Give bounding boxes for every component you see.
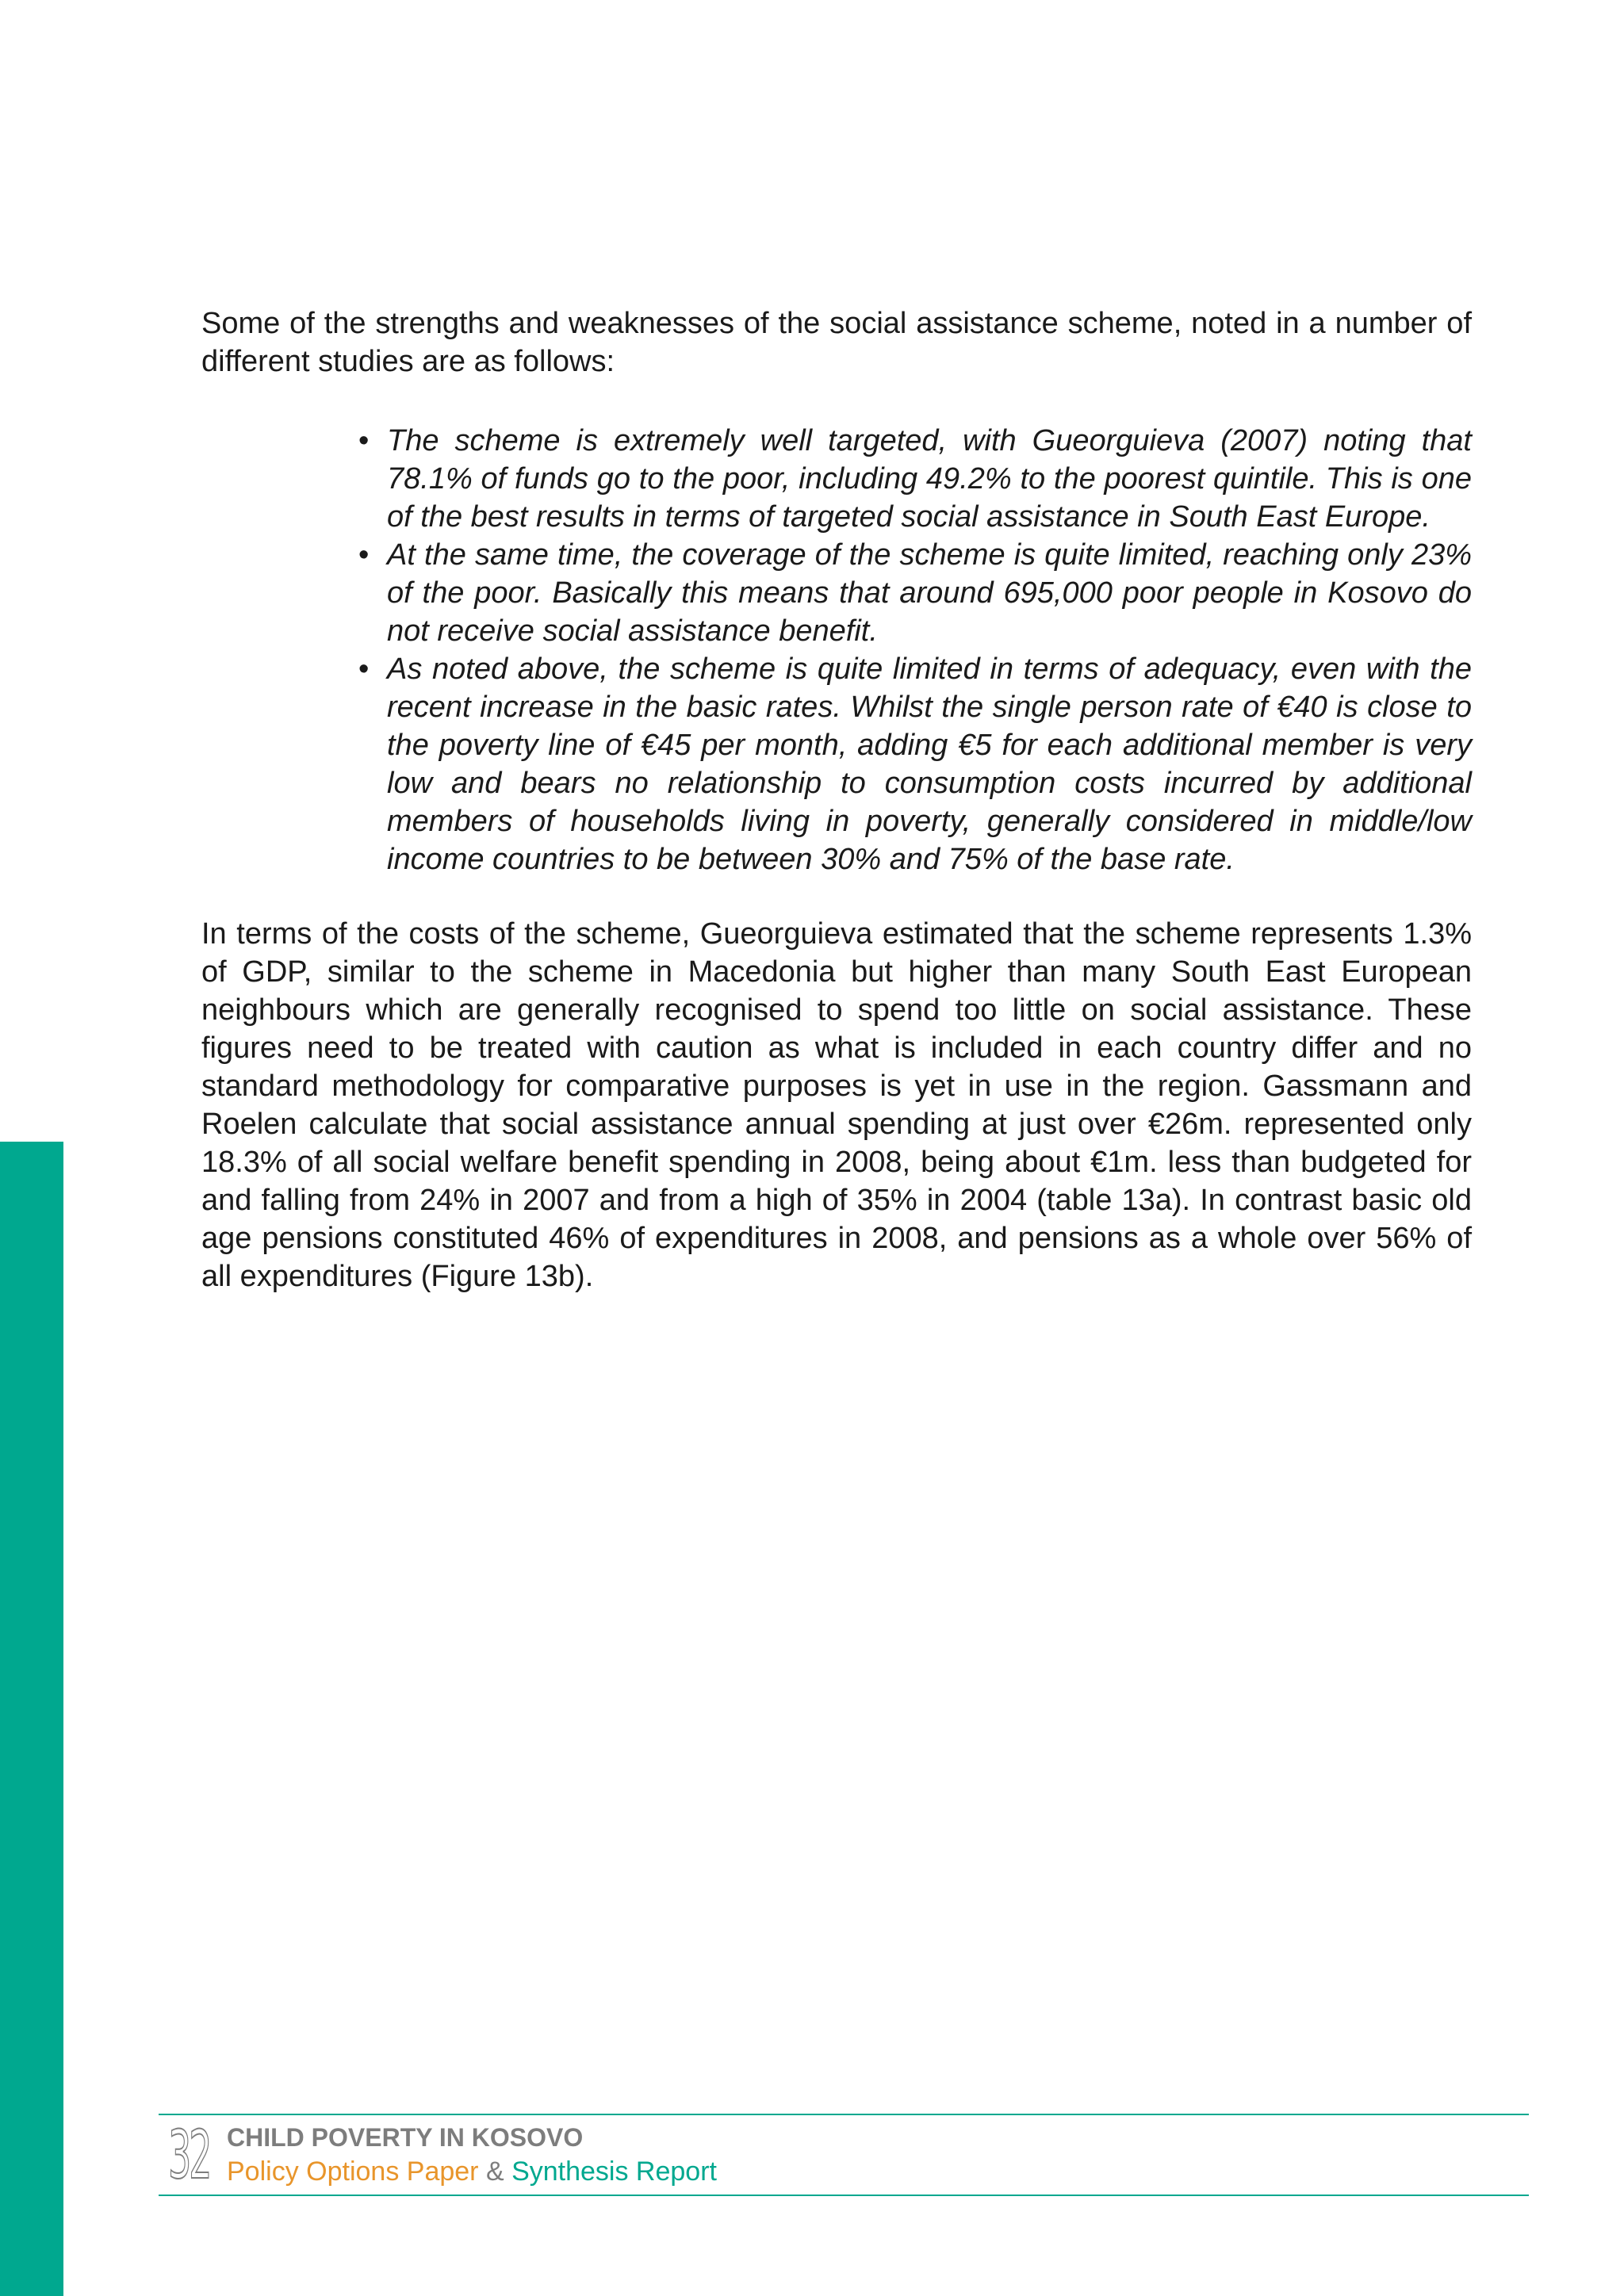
side-color-bar	[0, 1142, 63, 2296]
footer-top-rule	[159, 2114, 1529, 2115]
list-item	[358, 422, 1472, 536]
footer-subtitle	[227, 2155, 717, 2188]
list-item-text: At the same time, the coverage of the scheme is quite limited, reaching only 23% of the poor. Basically this means that around 695,000 poor people in Kosovo do not receive social assistance benefit.	[387, 538, 1472, 648]
page-number: 32	[168, 2116, 210, 2194]
footer-subtitle-policy: Policy Options Paper	[227, 2156, 479, 2187]
footer-subtitle-synthesis: Synthesis Report	[511, 2156, 717, 2187]
bullet-list	[201, 422, 1472, 878]
list-item-text: As noted above, the scheme is quite limited in terms of adequacy, even with the recent increase in the basic rates. Whilst the single person rate of €40 is close to the poverty line of €45 per month, adding €5 for each additional member is very low and bears no relationship to consumption costs incurred by additional members of households living in poverty, generally considered in middle/low income countries to be between 30% and 75% of the base rate.	[387, 652, 1472, 876]
list-item	[358, 650, 1472, 878]
bullet-icon: •	[358, 652, 370, 686]
footer-bottom-rule	[159, 2195, 1529, 2196]
costs-paragraph: In terms of the costs of the scheme, Gueorguieva estimated that the scheme represents 1.3% of GDP, similar to the scheme in Macedonia but higher than many South East European neighbours which are generally recognised to spend too little on social assistance. These figures need to be treated with caution as what is included in each country differ and no standard methodology for comparative purposes is yet in use in the region. Gassmann and Roelen calculate that social assistance annual spending at just over €26m. represented only 18.3% of all social welfare benefit spending in 2008, being about €1m. less than budgeted for and falling from 24% in 2007 and from a high of 35% in 2004 (table 13a). In contrast basic old age pensions constituted 46% of expenditures in 2008, and pensions as a whole over 56% of all expenditures (Figure 13b).	[201, 917, 1472, 1293]
bullet-icon: •	[358, 424, 370, 457]
bullet-icon: •	[358, 538, 370, 572]
main-content	[201, 304, 1472, 1295]
intro-paragraph: Some of the strengths and weaknesses of the social assistance scheme, noted in a number of different studies are as follows:	[201, 307, 1472, 378]
list-item	[358, 536, 1472, 650]
list-item-text: The scheme is extremely well targeted, with Gueorguieva (2007) noting that 78.1% of funds go to the poor, including 49.2% to the poorest quintile. This is one of the best results in terms of targeted social assistance in South East Europe.	[387, 424, 1472, 534]
footer-title: CHILD POVERTY IN KOSOVO	[227, 2123, 584, 2152]
footer-subtitle-ampersand: &	[478, 2156, 512, 2187]
